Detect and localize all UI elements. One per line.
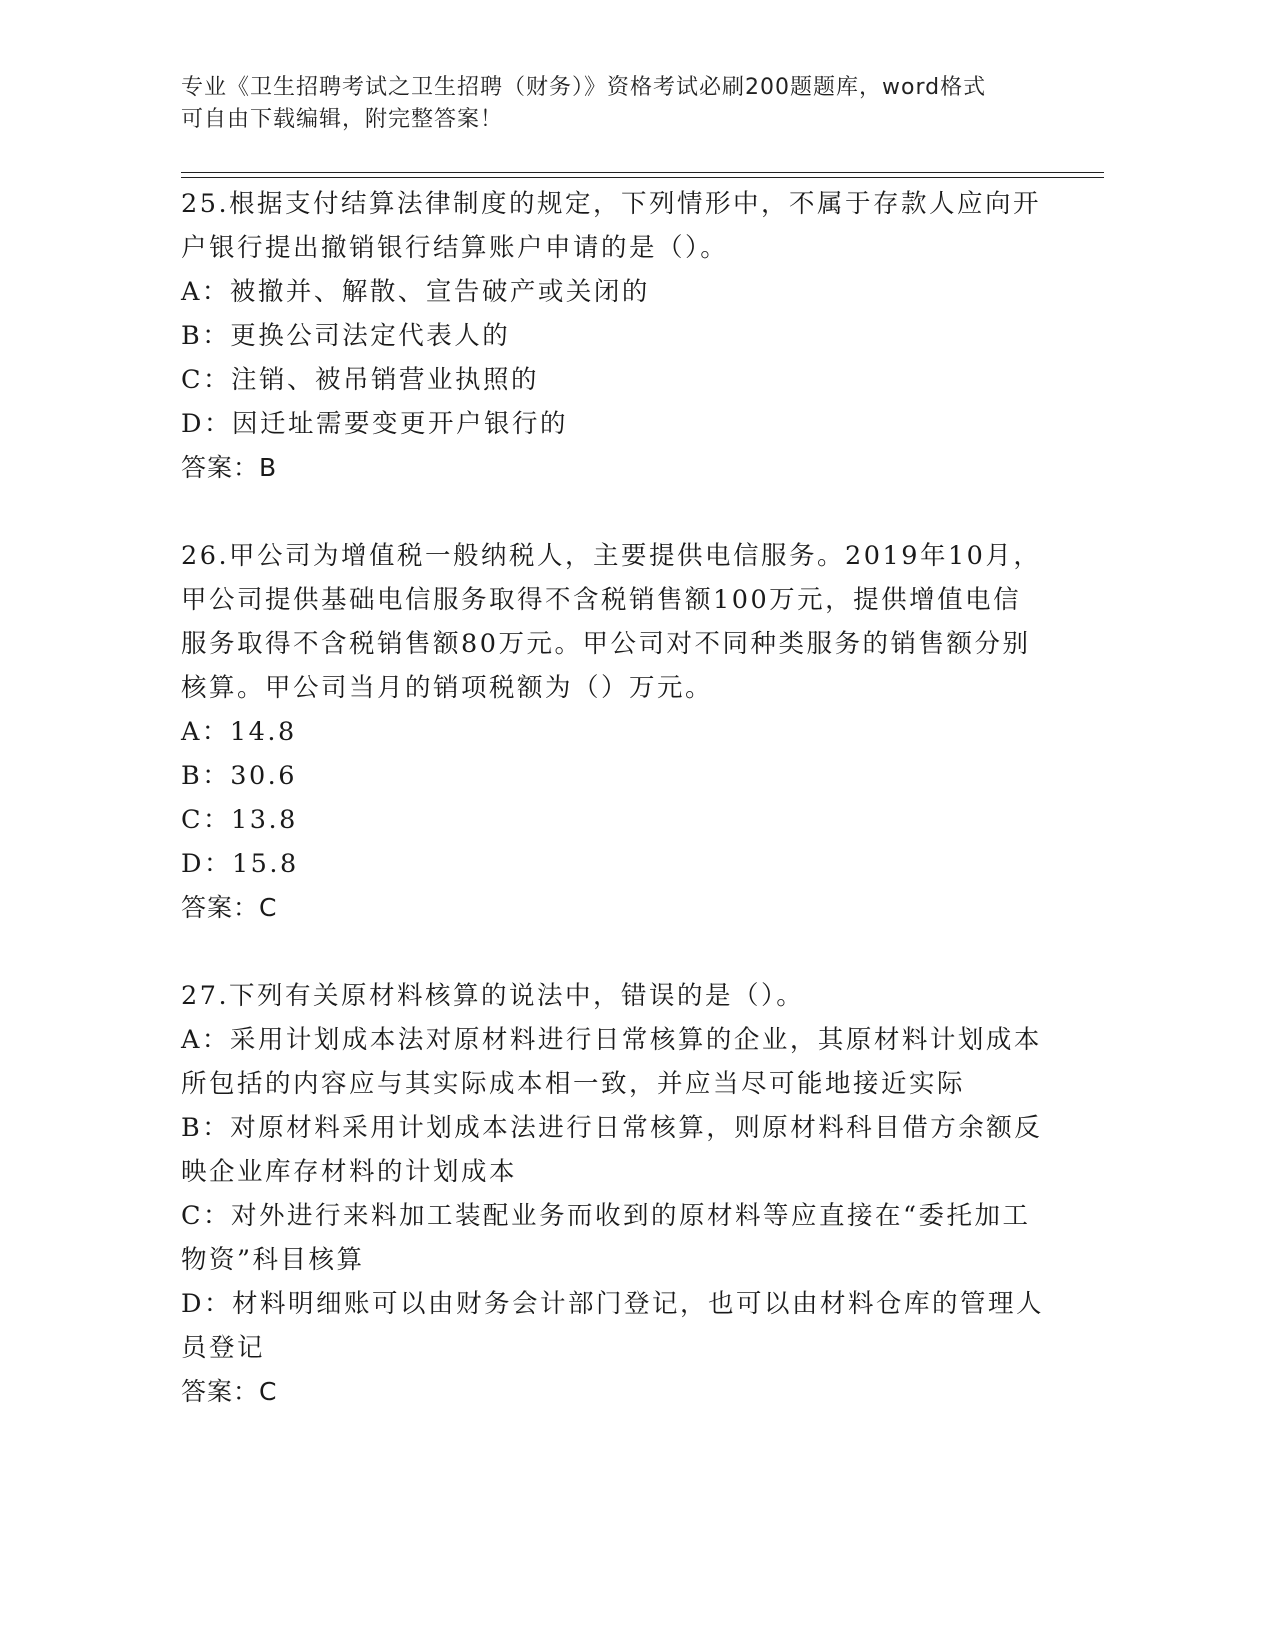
question-25-stem-line-2: 户银行提出撤销银行结算账户申请的是（）。 xyxy=(181,233,729,263)
question-27-answer: 答案：C xyxy=(181,1377,278,1406)
question-25-stem-line-1: 25.根据支付结算法律制度的规定，下列情形中，不属于存款人应向开 xyxy=(181,189,1042,219)
header-divider-top xyxy=(181,172,1104,173)
question-25-option-a: A：被撤并、解散、宣告破产或关闭的 xyxy=(181,277,650,307)
question-26-answer: 答案：C xyxy=(181,893,278,922)
question-26 xyxy=(181,534,1041,930)
page-header xyxy=(181,72,1031,136)
question-27-stem-line-1: 27.下列有关原材料核算的说法中，错误的是（）。 xyxy=(181,981,805,1011)
question-26-stem-line-4: 核算。甲公司当月的销项税额为（）万元。 xyxy=(181,673,714,703)
question-27-option-d-line-2: 员登记 xyxy=(181,1333,266,1363)
question-27-option-c-line-1: C：对外进行来料加工装配业务而收到的原材料等应直接在“委托加工 xyxy=(181,1201,1031,1231)
question-26-stem-line-1: 26.甲公司为增值税一般纳税人，主要提供电信服务。2019年10月， xyxy=(181,541,1042,571)
question-26-option-d: D：15.8 xyxy=(181,849,299,879)
question-25-answer: 答案：B xyxy=(181,453,278,482)
question-27-option-b-line-1: B：对原材料采用计划成本法进行日常核算，则原材料科目借方余额反 xyxy=(181,1113,1043,1143)
question-27 xyxy=(181,974,1044,1414)
question-25-option-d: D：因迁址需要变更开户银行的 xyxy=(181,409,568,439)
question-spacer xyxy=(181,930,1041,974)
question-27-option-a-line-2: 所包括的内容应与其实际成本相一致，并应当尽可能地接近实际 xyxy=(181,1069,966,1099)
header-title-line-2: 可自由下载编辑，附完整答案！ xyxy=(181,107,504,132)
question-26-stem-line-3: 服务取得不含税销售额80万元。甲公司对不同种类服务的销售额分别 xyxy=(181,629,1031,659)
question-25 xyxy=(181,182,1041,490)
question-25-option-b: B：更换公司法定代表人的 xyxy=(181,321,511,351)
question-27-option-a-line-1: A：采用计划成本法对原材料进行日常核算的企业，其原材料计划成本 xyxy=(181,1025,1042,1055)
question-26-stem-line-2: 甲公司提供基础电信服务取得不含税销售额100万元，提供增值电信 xyxy=(181,585,1022,615)
question-25-option-c: C：注销、被吊销营业执照的 xyxy=(181,365,540,395)
question-list xyxy=(181,182,1044,1414)
question-27-option-c-line-2: 物资”科目核算 xyxy=(181,1245,365,1275)
header-title-line-1: 专业《卫生招聘考试之卫生招聘（财务）》资格考试必刷200题题库，word格式 xyxy=(181,75,987,100)
question-27-option-b-line-2: 映企业库存材料的计划成本 xyxy=(181,1157,518,1187)
question-26-option-c: C：13.8 xyxy=(181,805,298,835)
question-27-option-d-line-1: D：材料明细账可以由财务会计部门登记，也可以由材料仓库的管理人 xyxy=(181,1289,1044,1319)
header-divider-bottom xyxy=(181,177,1104,178)
question-26-option-b: B：30.6 xyxy=(181,761,298,791)
question-spacer xyxy=(181,490,1041,534)
question-26-option-a: A：14.8 xyxy=(181,717,297,747)
